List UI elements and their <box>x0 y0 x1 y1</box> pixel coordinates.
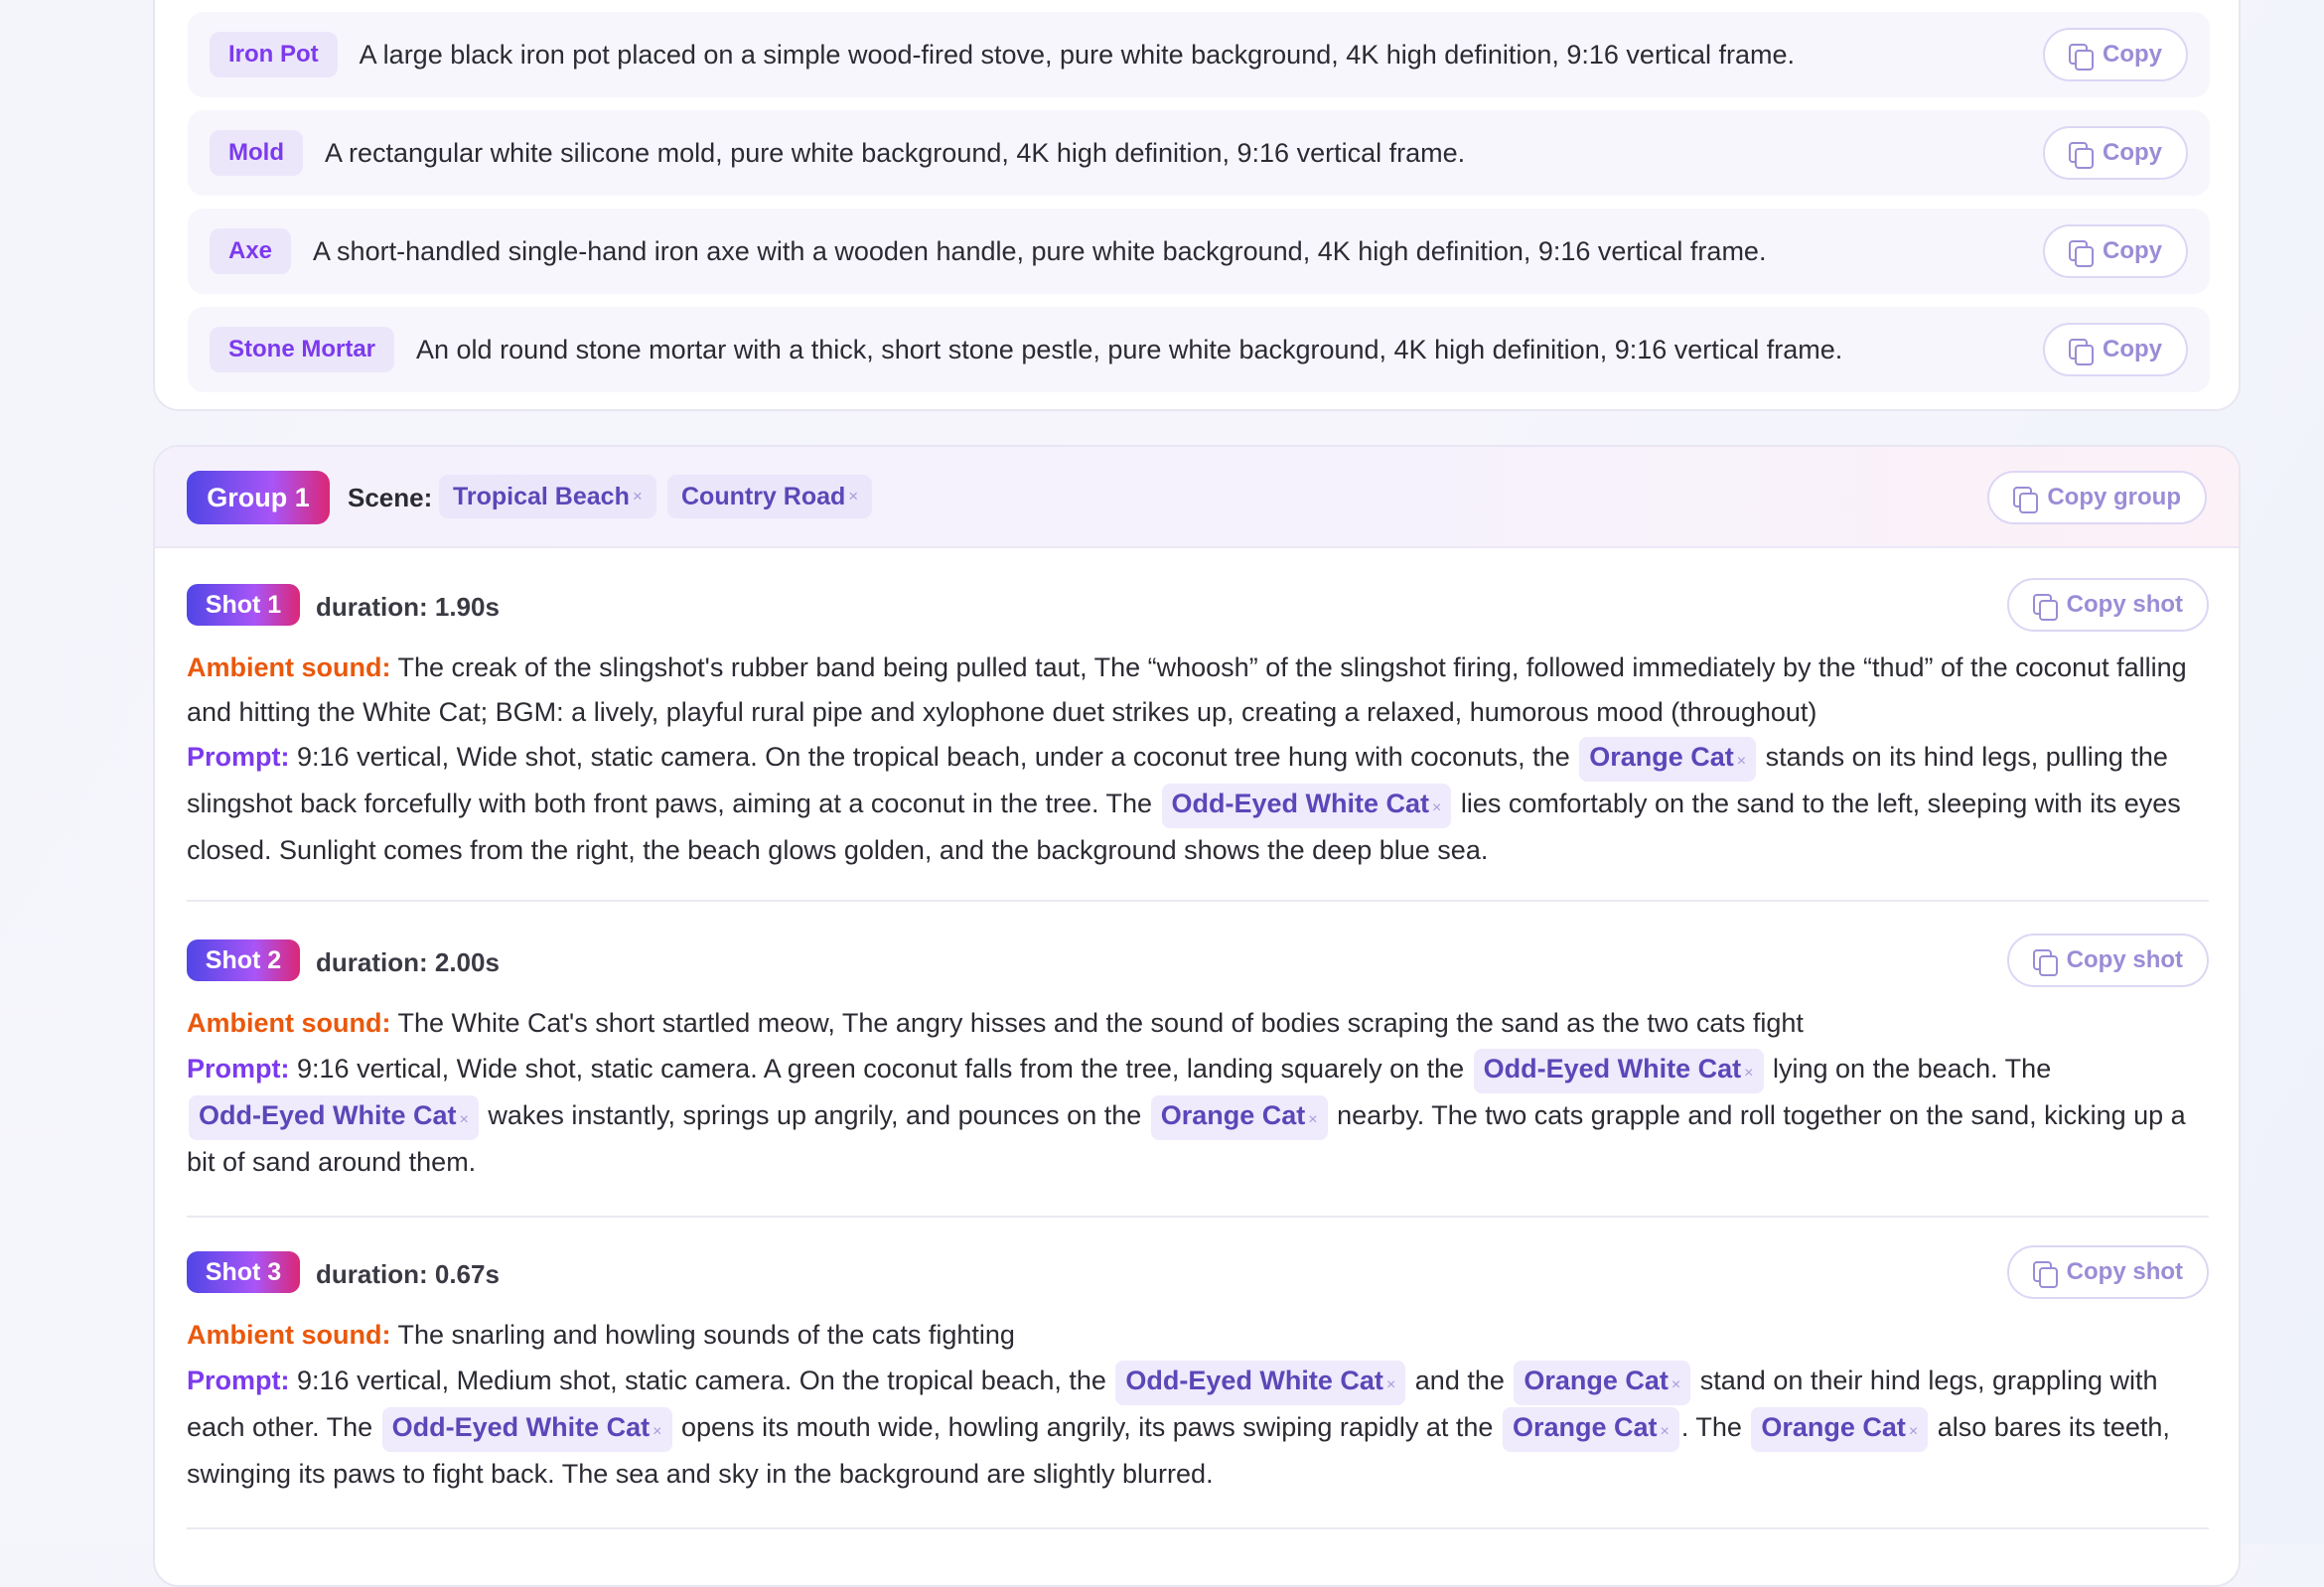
asset-tag: Iron Pot <box>210 32 338 77</box>
character-chip[interactable] <box>1115 1361 1405 1405</box>
ambient-sound <box>187 1001 2209 1046</box>
prompt-text: wakes instantly, springs up angrily, and pounces on the <box>480 1100 1149 1130</box>
remove-icon[interactable]: × <box>1308 1111 1318 1128</box>
ambient-text: The snarling and howling sounds of the cats fighting <box>397 1320 1015 1350</box>
asset-row-axe <box>188 209 2210 294</box>
asset-prompts-card <box>153 0 2241 411</box>
scene-chip-country-road[interactable] <box>667 475 872 518</box>
ambient-text: The creak of the slingshot's rubber band being pulled taut, The “whoosh” of the slingshot firing, followed immediately by the “thud” of the coconut falling and hitting the White Cat; BGM: a lively, playful rural pipe and xylophone duet strikes up, creating a relaxed, humorous mood (throughout) <box>187 652 2187 727</box>
prompt <box>187 1359 2209 1497</box>
prompt-text: . The <box>1680 1412 1750 1442</box>
prompt <box>187 735 2209 873</box>
scene-chip-tropical-beach[interactable] <box>439 475 656 518</box>
copy-icon <box>2031 592 2057 618</box>
character-chip-label: Orange Cat <box>1160 1100 1306 1130</box>
copy-group-button[interactable] <box>1987 471 2207 524</box>
prompt-text: nearby. The two cats grapple and roll together on the sand, kicking up a bit of sand around them. <box>187 1100 2186 1177</box>
character-chip[interactable] <box>1151 1095 1328 1140</box>
prompt-text: 9:16 vertical, Wide shot, static camera. A green coconut falls from the tree, landing squarely on the <box>297 1054 1472 1083</box>
remove-icon[interactable]: × <box>1660 1423 1670 1440</box>
ambient-label: Ambient sound: <box>187 1008 391 1038</box>
copy-shot-button[interactable] <box>2007 934 2209 987</box>
character-chip-label: Odd-Eyed White Cat <box>391 1412 651 1442</box>
character-chip-label: Orange Cat <box>1589 742 1734 772</box>
remove-icon[interactable]: × <box>848 487 859 505</box>
character-chip[interactable] <box>1503 1407 1679 1452</box>
copy-group-label: Copy group <box>2047 484 2181 510</box>
prompt-text: stand on their hind legs, grappling with each other. The <box>187 1366 2158 1442</box>
asset-description: A large black iron pot placed on a simple wood-fired stove, pure white background, 4K high definition, 9:16 vertical frame. <box>359 39 1795 70</box>
copy-button-label: Copy <box>2103 139 2162 166</box>
shot-duration: duration: 2.00s <box>316 947 500 977</box>
asset-description: An old round stone mortar with a thick, short stone pestle, pure white background, 4K high definition, 9:16 vertical frame. <box>416 334 1843 364</box>
copy-shot-label: Copy shot <box>2066 591 2183 618</box>
character-chip-label: Odd-Eyed White Cat <box>1483 1054 1742 1083</box>
character-chip[interactable] <box>1162 784 1452 828</box>
group-badge: Group 1 <box>187 471 330 524</box>
remove-icon[interactable]: × <box>1670 1376 1681 1393</box>
prompt <box>187 1047 2209 1185</box>
copy-icon <box>2031 947 2057 973</box>
character-chip[interactable] <box>382 1407 672 1452</box>
prompt-label: Prompt: <box>187 742 290 772</box>
shot-badge: Shot 1 <box>187 584 300 626</box>
character-chip-label: Odd-Eyed White Cat <box>1171 789 1430 818</box>
copy-icon <box>2011 485 2037 510</box>
prompt-text: stands on its hind legs, pulling the slingshot back forcefully with both front paws, aiming at a coconut in the tree. The <box>187 742 2168 818</box>
asset-tag: Mold <box>210 130 303 176</box>
prompt-text: and the <box>1407 1366 1513 1395</box>
group-card <box>153 445 2241 1587</box>
copy-button-label: Copy <box>2103 336 2162 362</box>
remove-icon[interactable]: × <box>632 487 643 505</box>
copy-icon <box>2067 337 2093 362</box>
remove-icon[interactable]: × <box>459 1111 469 1128</box>
scene-label: Scene: <box>348 483 433 512</box>
character-chip[interactable] <box>1514 1361 1690 1405</box>
remove-icon[interactable]: × <box>1385 1376 1396 1393</box>
asset-tag: Axe <box>210 228 291 274</box>
copy-button-label: Copy <box>2103 41 2162 68</box>
ambient-text: The White Cat's short startled meow, The angry hisses and the sound of bodies scraping the sand as the two cats fight <box>397 1008 1804 1038</box>
character-chip-label: Orange Cat <box>1761 1412 1906 1442</box>
copy-button[interactable] <box>2043 28 2188 81</box>
character-chip[interactable] <box>1579 737 1756 782</box>
character-chip-label: Odd-Eyed White Cat <box>1125 1366 1383 1395</box>
shot-duration: duration: 1.90s <box>316 592 500 622</box>
copy-button-label: Copy <box>2103 237 2162 264</box>
divider <box>187 1216 2209 1218</box>
prompt-label: Prompt: <box>187 1054 290 1083</box>
remove-icon[interactable]: × <box>1908 1423 1919 1440</box>
ambient-label: Ambient sound: <box>187 1320 391 1350</box>
character-chip-label: Orange Cat <box>1512 1412 1658 1442</box>
copy-icon <box>2067 140 2093 166</box>
prompt-text: lies comfortably on the sand to the left, sleeping with its eyes closed. Sunlight comes from the right, the beach glows golden, and the background shows the deep blue sea. <box>187 789 2181 865</box>
character-chip[interactable] <box>1751 1407 1928 1452</box>
copy-button[interactable] <box>2043 323 2188 376</box>
ambient-sound <box>187 1313 2209 1358</box>
copy-shot-label: Copy shot <box>2066 946 2183 973</box>
prompt-text: lying on the beach. The <box>1765 1054 2052 1083</box>
shot-badge: Shot 3 <box>187 1251 300 1293</box>
character-chip[interactable] <box>1474 1049 1764 1093</box>
divider <box>187 1527 2209 1529</box>
shot-duration: duration: 0.67s <box>316 1259 500 1289</box>
copy-button[interactable] <box>2043 126 2188 180</box>
ambient-sound <box>187 646 2209 735</box>
group-header <box>155 447 2239 548</box>
scene-chip-label: Tropical Beach <box>453 482 630 510</box>
remove-icon[interactable]: × <box>1736 753 1747 770</box>
character-chip-label: Orange Cat <box>1524 1366 1669 1395</box>
remove-icon[interactable]: × <box>1432 799 1442 816</box>
copy-icon <box>2031 1259 2057 1285</box>
remove-icon[interactable]: × <box>1744 1065 1754 1082</box>
copy-shot-button[interactable] <box>2007 1245 2209 1299</box>
character-chip-label: Odd-Eyed White Cat <box>199 1100 457 1130</box>
divider <box>187 900 2209 902</box>
prompt-label: Prompt: <box>187 1366 290 1395</box>
shot-badge: Shot 2 <box>187 939 300 981</box>
copy-button[interactable] <box>2043 224 2188 278</box>
asset-description: A short-handled single-hand iron axe with a wooden handle, pure white background, 4K high definition, 9:16 vertical frame. <box>313 235 1767 266</box>
prompt-text: 9:16 vertical, Wide shot, static camera. On the tropical beach, under a coconut tree hung with coconuts, the <box>297 742 1578 772</box>
asset-row-stone-mortar <box>188 307 2210 392</box>
asset-row-iron-pot <box>188 12 2210 97</box>
prompt-text: also bares its teeth, swinging its paws to fight back. The sea and sky in the background are slightly blurred. <box>187 1412 2170 1489</box>
asset-row-mold <box>188 110 2210 196</box>
asset-tag: Stone Mortar <box>210 327 394 372</box>
asset-description: A rectangular white silicone mold, pure white background, 4K high definition, 9:16 vertical frame. <box>324 137 1466 168</box>
prompt-text: 9:16 vertical, Medium shot, static camera. On the tropical beach, the <box>297 1366 1114 1395</box>
scene-chip-label: Country Road <box>681 482 846 510</box>
copy-shot-button[interactable] <box>2007 578 2209 632</box>
copy-icon <box>2067 238 2093 264</box>
copy-icon <box>2067 42 2093 68</box>
character-chip[interactable] <box>189 1095 479 1140</box>
copy-shot-label: Copy shot <box>2066 1258 2183 1285</box>
ambient-label: Ambient sound: <box>187 652 391 682</box>
prompt-text: opens its mouth wide, howling angrily, its paws swiping rapidly at the <box>673 1412 1501 1442</box>
remove-icon[interactable]: × <box>653 1423 662 1440</box>
